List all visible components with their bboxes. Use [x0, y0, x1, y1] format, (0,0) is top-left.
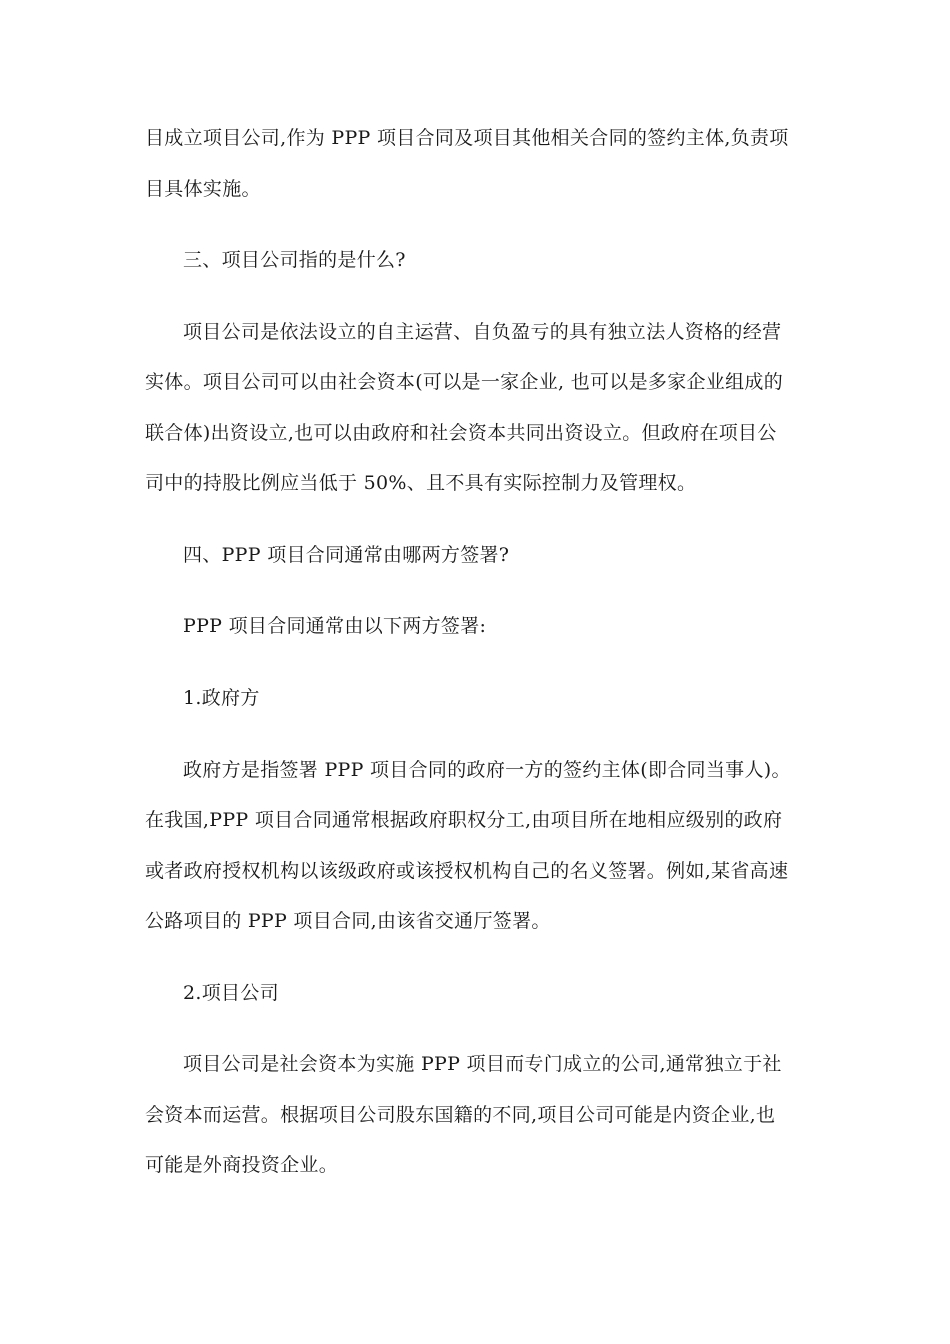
paragraph-8-line-2: 可能是外商投资企业。	[145, 1154, 339, 1176]
section-heading-3: 三、项目公司指的是什么?	[183, 249, 406, 271]
subheading-project-company: 2.项目公司	[183, 982, 279, 1004]
paragraph-2-line-1: 实体。项目公司可以由社会资本(可以是一家企业, 也可以是多家企业组成的	[145, 371, 783, 393]
paragraph-0-line-0: 目成立项目公司,作为 PPP 项目合同及项目其他相关合同的签约主体,负责项	[145, 127, 789, 149]
paragraph-6-line-1: 在我国,PPP 项目合同通常根据政府职权分工,由项目所在地相应级别的政府	[145, 809, 783, 831]
paragraph-6-line-3: 公路项目的 PPP 项目合同,由该省交通厅签署。	[145, 910, 551, 932]
paragraph-0-line-1: 目具体实施。	[145, 178, 261, 200]
paragraph-4-line-0: PPP 项目合同通常由以下两方签署:	[183, 615, 487, 637]
subheading-government: 1.政府方	[183, 687, 260, 709]
paragraph-6-line-0: 政府方是指签署 PPP 项目合同的政府一方的签约主体(即合同当事人)。	[183, 759, 791, 781]
paragraph-2-line-2: 联合体)出资设立,也可以由政府和社会资本共同出资设立。但政府在项目公	[145, 422, 777, 444]
paragraph-2-line-0: 项目公司是依法设立的自主运营、自负盈亏的具有独立法人资格的经营	[183, 321, 782, 343]
section-heading-4: 四、PPP 项目合同通常由哪两方签署?	[183, 544, 510, 566]
paragraph-8-line-1: 会资本而运营。根据项目公司股东国籍的不同,项目公司可能是内资企业,也	[145, 1104, 776, 1126]
paragraph-8-line-0: 项目公司是社会资本为实施 PPP 项目而专门成立的公司,通常独立于社	[183, 1053, 782, 1075]
paragraph-2-line-3: 司中的持股比例应当低于 50%、且不具有实际控制力及管理权。	[145, 472, 697, 494]
paragraph-6-line-2: 或者政府授权机构以该级政府或该授权机构自己的名义签署。例如,某省高速	[145, 860, 789, 882]
